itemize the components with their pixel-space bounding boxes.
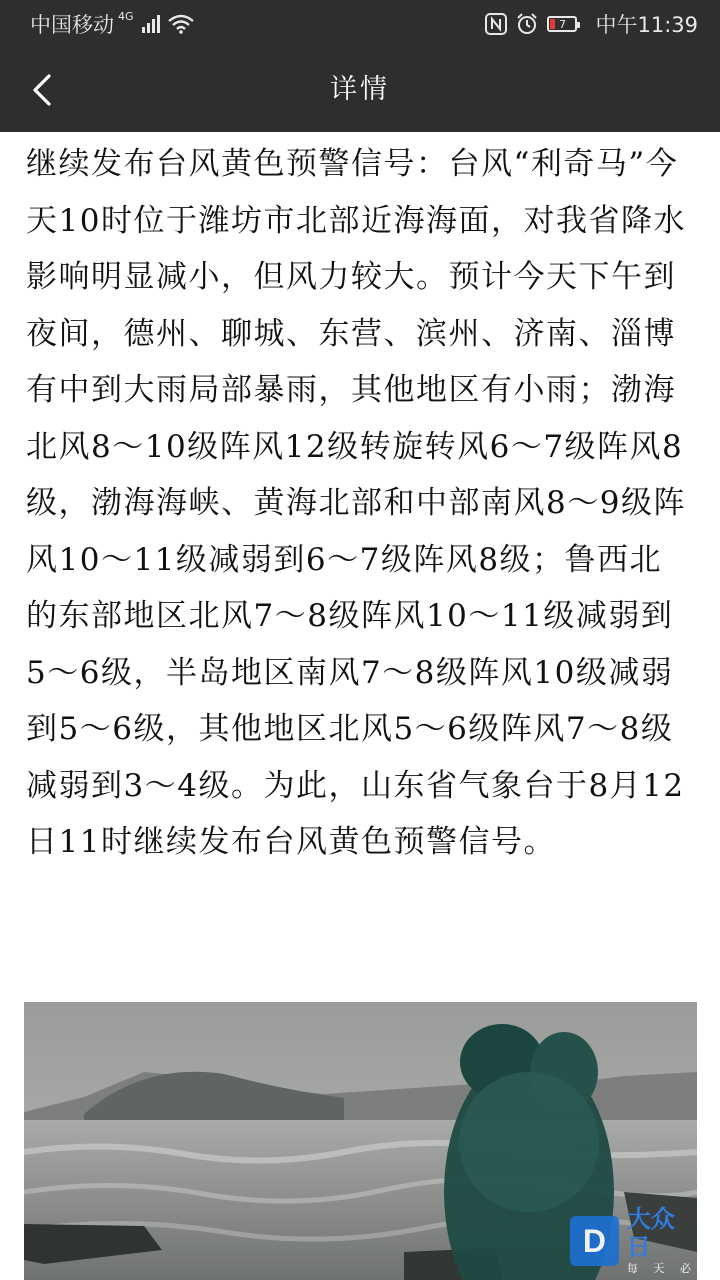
network-type: 4G — [118, 9, 134, 23]
status-time: 中午11:39 — [595, 13, 698, 37]
article-body: 继续发布台风黄色预警信号：台风“利奇马”今天10时位于潍坊市北部近海海面，对我省降水影响明显减小，但风力较大。预计今天下午到夜间，德州、聊城、东营、滨州、济南、淄博有中到大雨局部暴雨，其他地区有小雨；渤海北风8～10级阵风12级转旋转风6～7级阵风8级，渤海海峡、黄海北部和中部南风8～9级阵风10～11级减弱到6～7级阵风8级；鲁西北的东部地区北风7～8级阵风10～11级减弱到5～6级，半岛地区南风7～8级阵风10级减弱到5～6级，其他地区北风5～6级阵风7～8级减弱到3～4级。为此，山东省气象台于8月12日11时继续发布台风黄色预警信号。 — [26, 146, 686, 860]
battery-level: 7 — [558, 17, 566, 31]
alarm-icon — [515, 12, 539, 36]
article-photo[interactable] — [24, 1002, 697, 1280]
carrier-label: 中国移动 — [30, 13, 114, 37]
watermark-name: 大众日 — [626, 1205, 675, 1261]
battery-icon — [547, 16, 577, 32]
watermark-logo: D — [570, 1216, 619, 1266]
status-bar — [0, 0, 720, 48]
status-left — [30, 9, 194, 39]
status-right — [485, 9, 698, 39]
watermark-slogan: 每 天 必 — [626, 1262, 697, 1275]
wifi-icon — [168, 14, 194, 34]
nav-bar — [0, 48, 720, 132]
nfc-icon — [485, 13, 507, 35]
watermark-text — [627, 1205, 697, 1277]
signal-icon — [142, 15, 160, 33]
watermark — [570, 1205, 697, 1277]
page-title: 详情 — [330, 74, 390, 105]
